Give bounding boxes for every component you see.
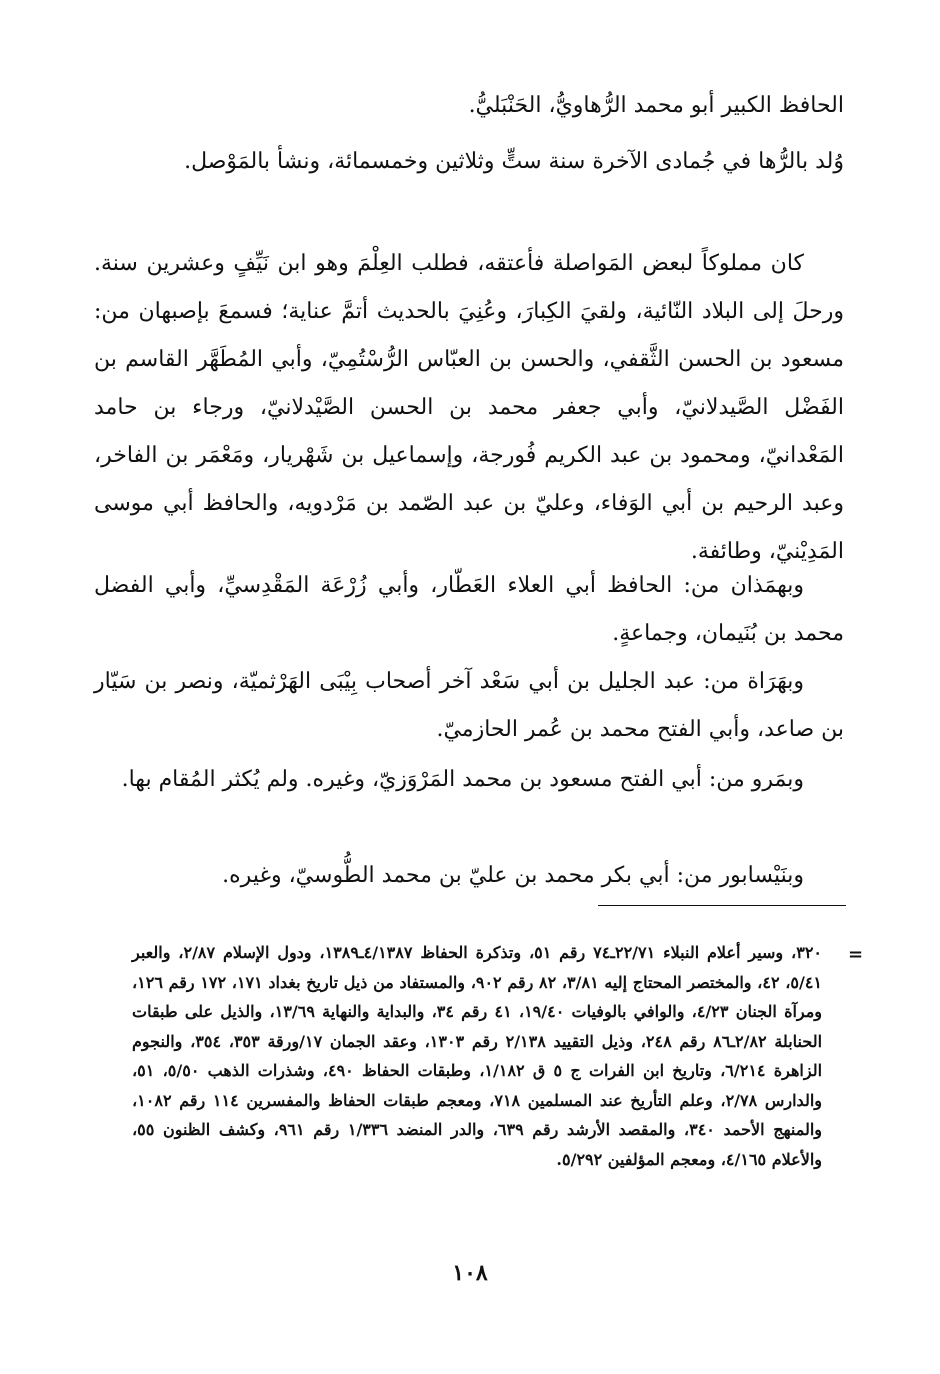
footnote-continuation-marker: = xyxy=(848,944,864,965)
footnote-separator xyxy=(598,905,846,906)
entry-heading-line: الحافظ الكبير أبو محمد الرُّهاويُّ، الحَنْبَليُّ. xyxy=(468,93,844,118)
hamadhan-paragraph: وبهمَذان من: الحافظ أبي العلاء العَطّار، وأبي زُرْعَة المَقْدِسيِّ، وأبي الفضل محمد بن بُنَيمان، وجماعةٍ. xyxy=(94,573,844,646)
herat-paragraph: وبهَرَاة من: عبد الجليل بن أبي سَعْد آخر أصحاب بِيْبَى الهَرْثميّة، ونصر بن سَيّار بن صاعد، وأبي الفتح محمد بن عُمر الحازميّ. xyxy=(94,669,844,742)
career-paragraph: كان مملوكاً لبعض المَواصلة فأعتقه، فطلب العِلْمَ وهو ابن نَيِّفٍ وعشرين سنة. ورحلَ إلى البلاد النّائية، ولقيَ الكِبارَ، وعُنِيَ بالحديث أتمَّ عناية؛ فسمعَ بإصبهان من: مسعود بن الحسن الثَّقفي، والحسن بن العبّاس الرُّسْتُمِيّ، وأبي المُطَهَّر القاسم بن الفَضْل الصَّيدلانيّ، وأبي جعفر محمد بن الحسن الصَّيْدلانيّ، ورجاء بن حامد المَعْدانيّ، ومحمود بن عبد الكريم فُورجة، وإسماعيل بن شَهْريار، ومَعْمَر بن الفاخر، وعبد الرحيم بن أبي الوَفاء، وعليّ بن عبد الصّمد بن مَرْدويه، والحافظ أبي موسى المَدِيْنيّ، وطائفة. xyxy=(94,251,844,564)
page-number: ١٠٨ xyxy=(452,1260,488,1286)
birth-paragraph: وُلد بالرُّها في جُمادى الآخرة سنة ستٍّ وثلاثين وخمسمائة، ونشأ بالمَوْصل. xyxy=(184,149,844,174)
footnote-text: ٣٢٠، وسير أعلام النبلاء ٢٢/٧١ـ٧٤ رقم ٥١، وتذكرة الحفاظ ٤/١٣٨٧ـ١٣٨٩، ودول الإسلام ٢/٨٧، والعبر ٥/٤١، ٤٢، والمختصر المحتاج إليه ٣/٨١، ٨٢ رقم ٩٠٢، والمستفاد من ذيل تاريخ بغداد ١٧١، ١٧٢ رقم ١٢٦، ومرآة الجنان ٤/٢٣، والوافي بالوفيات ١٩/٤٠، ٤١ رقم ٣٤، والبداية والنهاية ١٣/٦٩، والذيل على طبقات الحنابلة ٢/٨٢ـ٨٦ رقم ٢٤٨، وذيل التقييد ٢/١٣٨ رقم ١٣٠٣، وعقد الجمان ١٧/ورقة ٣٥٣، ٣٥٤، والنجوم الزاهرة ٦/٢١٤، وتاريخ ابن الفرات ج ٥ ق ١/١٨٢، وطبقات الحفاظ ٤٩٠، وشذرات الذهب ٥/٥٠، ٥١، والدارس ٢/٧٨، وعلم التأريخ عند المسلمين ٧١٨، ومعجم طبقات الحفاظ والمفسرين ١١٤ رقم ١٠٨٢، والمنهج الأحمد ٣٤٠، والمقصد الأرشد رقم ٦٣٩، والدر المنضد ١/٣٣٦ رقم ٩٦١، وكشف الظنون ٥٥، والأعلام ٤/١٦٥، ومعجم المؤلفين ٥/٢٩٢. xyxy=(132,943,823,1169)
merv-paragraph: وبمَرو من: أبي الفتح مسعود بن محمد المَرْوَزيّ، وغيره. ولم يُكثر المُقام بها. xyxy=(121,767,804,792)
nishapur-paragraph: وبنَيْسابور من: أبي بكر محمد بن عليّ بن محمد الطُّوسيّ، وغيره. xyxy=(222,863,804,888)
